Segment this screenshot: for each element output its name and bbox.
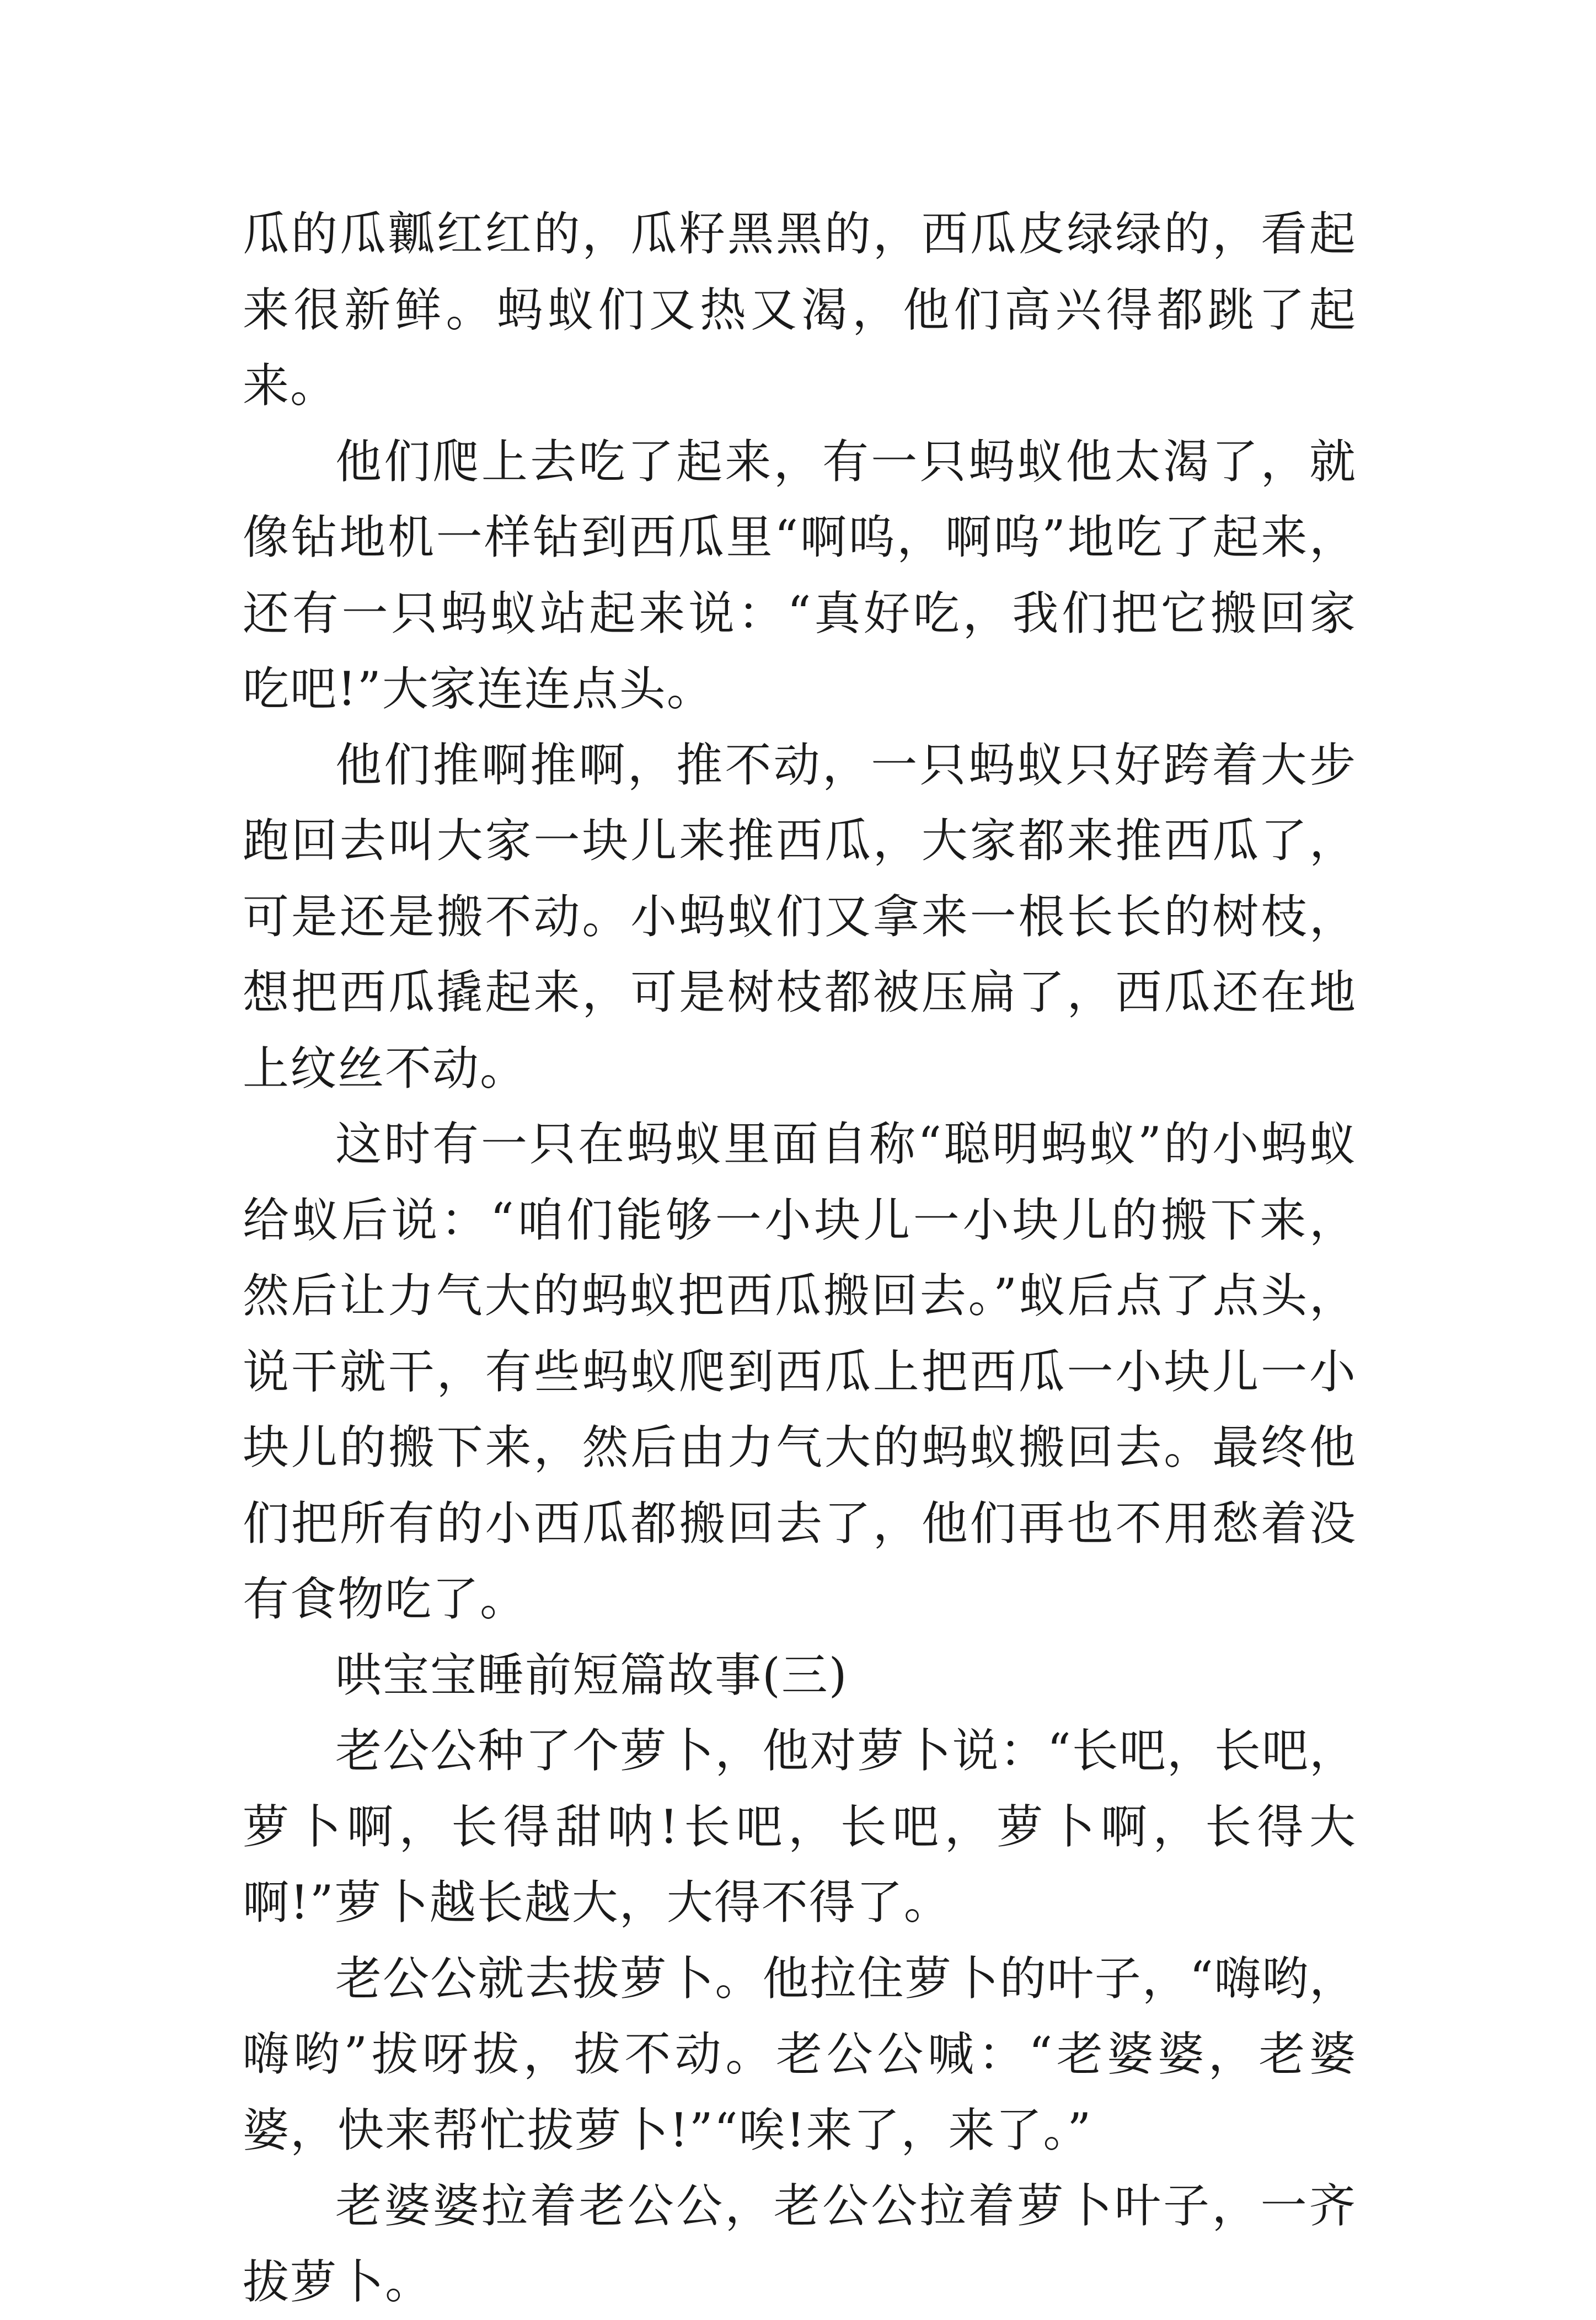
paragraph-grandpa-plants-radish: 老公公种了个萝卜，他对萝卜说：“长吧，长吧，萝卜啊，长得甜呐!长吧，长吧，萝卜啊，长得大啊!”萝卜越长越大，大得不得了。 <box>243 1724 1357 1929</box>
paragraph-clever-ant: 这时有一只在蚂蚁里面自称“聪明蚂蚁”的小蚂蚁给蚁后说：“咱们能够一小块儿一小块儿的搬下来，然后让力气大的蚂蚁把西瓜搬回去。”蚁后点了点头，说干就干，有些蚂蚁爬到西瓜上把西瓜一小块儿一小块儿的搬下来，然后由力气大的蚂蚁搬回去。最终他们把所有的小西瓜都搬回去了，他们再也不用愁着没有食物吃了。 <box>243 1117 1357 1626</box>
paragraph-grandpa-pulls-radish: 老公公就去拔萝卜。他拉住萝卜的叶子，“嗨哟，嗨哟”拔呀拔，拔不动。老公公喊：“老婆婆，老婆婆，快来帮忙拔萝卜!”“唉!来了，来了。” <box>243 1951 1357 2157</box>
paragraph-ants-eating: 他们爬上去吃了起来，有一只蚂蚁他太渴了，就像钻地机一样钻到西瓜里“啊呜，啊呜”地吃了起来，还有一只蚂蚁站起来说：“真好吃，我们把它搬回家吃吧!”大家连连点头。 <box>243 434 1357 716</box>
document-body <box>243 196 1357 2320</box>
paragraph-grandma-helps: 老婆婆拉着老公公，老公公拉着萝卜叶子，一齐拔萝卜。 <box>243 2179 1357 2309</box>
paragraph-ants-pushing: 他们推啊推啊，推不动，一只蚂蚁只好跨着大步跑回去叫大家一块儿来推西瓜，大家都来推西瓜了，可是还是搬不动。小蚂蚁们又拿来一根长长的树枝，想把西瓜撬起来，可是树枝都被压扁了，西瓜还在地上纹丝不动。 <box>243 737 1357 1095</box>
section-heading-story-three: 哄宝宝睡前短篇故事(三) <box>335 1648 848 1702</box>
paragraph-watermelon-description: 瓜的瓜瓤红红的，瓜籽黑黑的，西瓜皮绿绿的，看起来很新鲜。蚂蚁们又热又渴，他们高兴得都跳了起来。 <box>243 207 1357 413</box>
